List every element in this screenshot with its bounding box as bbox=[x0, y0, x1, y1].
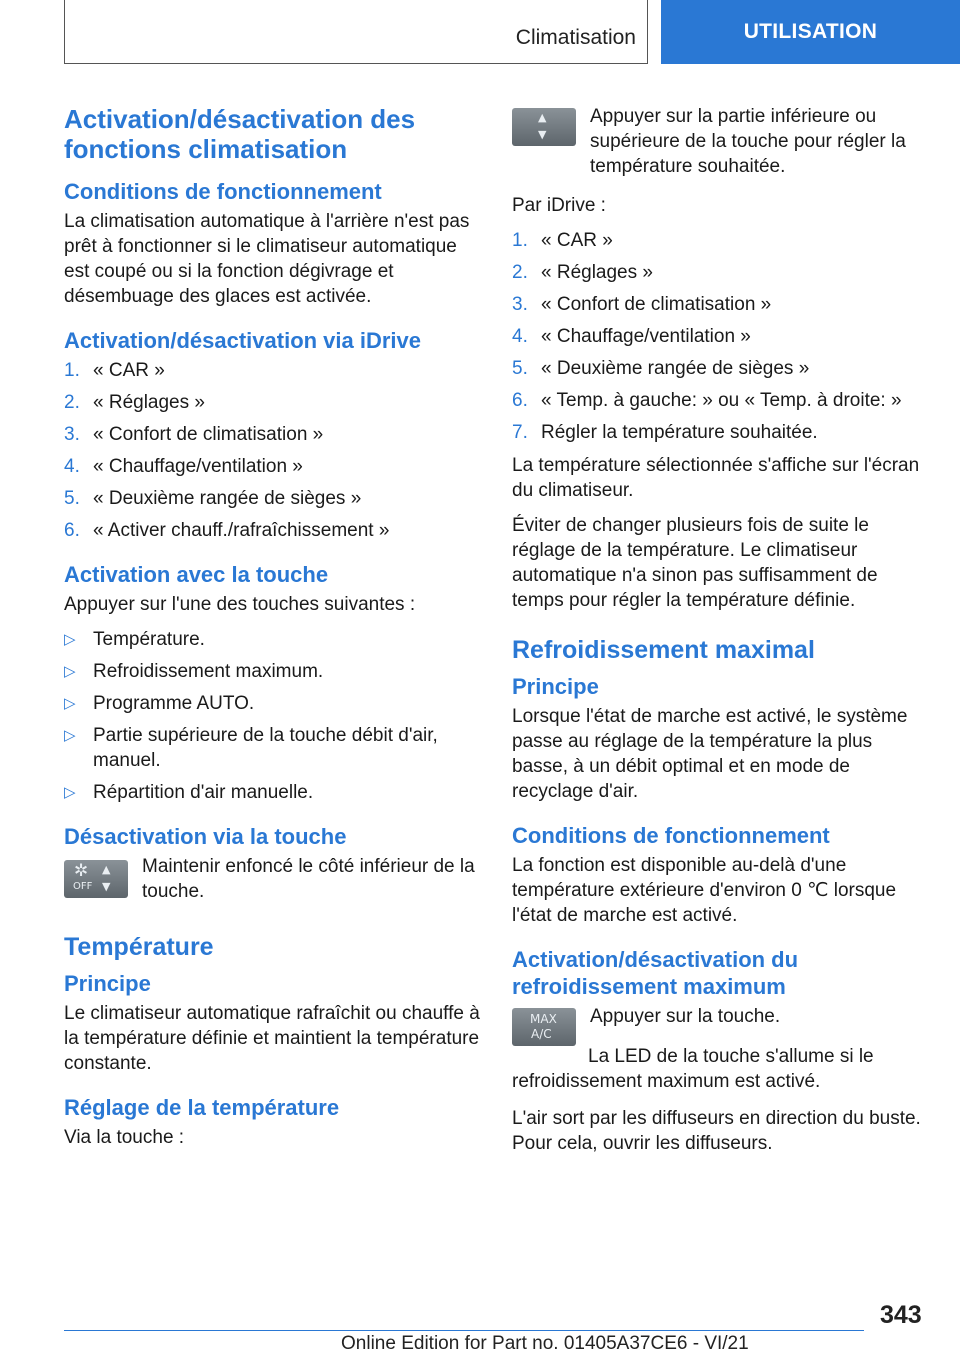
maxac-key-row bbox=[512, 1004, 928, 1046]
idrive-intro: Par iDrive : bbox=[512, 195, 606, 216]
deactivation-heading: Désactivation via la touche bbox=[64, 824, 347, 849]
touch-intro: Appuyer sur l'une des touches suivantes : bbox=[64, 594, 416, 615]
max-cooling-heading: Refroidissement maximal bbox=[512, 636, 815, 664]
triangle-bullet-icon: ▷ bbox=[64, 695, 76, 712]
max-ac-icon: MAX A/C bbox=[512, 1008, 576, 1046]
principle-heading-right: Principe bbox=[512, 674, 599, 699]
list-item: 3. « Confort de climatisation » bbox=[64, 424, 324, 445]
touch-heading: Activation avec la touche bbox=[64, 562, 329, 587]
triangle-bullet-icon: ▷ bbox=[64, 663, 76, 680]
principle-text: Le climatiseur automatique rafraîchit ou chauffe à la température définie et maintient la température constante. bbox=[64, 1003, 480, 1074]
list-item: 7. Régler la température souhaitée. bbox=[512, 422, 818, 443]
touch-items bbox=[64, 627, 480, 805]
temperature-heading: Température bbox=[64, 933, 214, 961]
air-note: L'air sort par les diffuseurs en direction du buste. Pour cela, ouvrir les diffuseurs. bbox=[512, 1108, 921, 1154]
footer-rule bbox=[64, 1330, 864, 1331]
fan-off-icon: ✲ OFF ▲ ▼ bbox=[64, 860, 128, 898]
idrive-heading: Activation/désactivation via iDrive bbox=[64, 328, 422, 353]
fan-key-row bbox=[64, 854, 480, 910]
maxac-text-1: Appuyer sur la touche. bbox=[590, 1006, 781, 1027]
idrive-steps bbox=[64, 358, 480, 543]
header-section-title: Climatisation bbox=[515, 26, 636, 49]
up-down-arrows-icon: ▲ ▼ bbox=[512, 108, 576, 146]
conditions-heading-right: Conditions de fonctionnement bbox=[512, 823, 830, 848]
conditions-text: La climatisation automatique à l'arrière n'est pas prêt à fonctionner si le climatiseur automatique est coupé ou si la fonction dégivrage et désembuage des glaces est activée. bbox=[64, 211, 470, 307]
list-item: 4. « Chauffage/ventilation » bbox=[64, 456, 303, 477]
list-item: 1. « CAR » bbox=[512, 230, 613, 251]
conditions-heading: Conditions de fonctionnement bbox=[64, 179, 382, 204]
list-item: ▷ Partie supérieure de la touche débit d'air, manuel. bbox=[64, 725, 438, 771]
right-column bbox=[512, 104, 928, 1166]
list-item: ▷ Programme AUTO. bbox=[64, 693, 255, 714]
temp-steps bbox=[512, 228, 928, 445]
maxac-heading: Activation/désactivation du refroidissement maximum bbox=[512, 947, 799, 999]
display-note: La température sélectionnée s'affiche sur l'écran du climatiseur. bbox=[512, 455, 920, 501]
list-item: ▷ Refroidissement maximum. bbox=[64, 661, 324, 682]
header-tab[interactable]: UTILISATION bbox=[661, 0, 960, 64]
list-item: ▷ Répartition d'air manuelle. bbox=[64, 782, 314, 803]
list-item: ▷ Température. bbox=[64, 629, 205, 650]
setting-heading: Réglage de la température bbox=[64, 1095, 340, 1120]
list-item: 3. « Confort de climatisation » bbox=[512, 294, 772, 315]
maxac-text-2: La LED de la touche s'allume si le refroidissement maximum est activé. bbox=[512, 1046, 874, 1092]
list-item: 2. « Réglages » bbox=[64, 392, 205, 413]
list-item: 4. « Chauffage/ventilation » bbox=[512, 326, 751, 347]
change-note: Éviter de changer plusieurs fois de suite le réglage de la température. Le climatiseur automatique n'a sinon pas suffisamment de temps pour régler la température définie. bbox=[512, 515, 878, 611]
page-title: Activation/désactivation des fonctions climatisation bbox=[64, 104, 416, 164]
list-item: 5. « Deuxième rangée de sièges » bbox=[64, 488, 362, 509]
list-item: 1. « CAR » bbox=[64, 360, 165, 381]
principle-text-right: Lorsque l'état de marche est activé, le système passe au réglage de la température la plus basse, à un débit optimal et en mode de recyclage d'air. bbox=[512, 706, 908, 802]
arrow-key-text: Appuyer sur la partie inférieure ou supérieure de la touche pour régler la température souhaitée. bbox=[590, 106, 906, 177]
list-item: 6. « Temp. à gauche: » ou « Temp. à droite: » bbox=[512, 390, 902, 411]
list-item: 2. « Réglages » bbox=[512, 262, 653, 283]
list-item: 6. « Activer chauff./rafraîchissement » bbox=[64, 520, 390, 541]
footer-edition: Online Edition for Part no. 01405A37CE6 - VI/21 bbox=[341, 1333, 749, 1354]
left-column bbox=[64, 104, 480, 1160]
arrow-key-row bbox=[512, 104, 928, 185]
deactivation-text: Maintenir enfoncé le côté inférieur de la touche. bbox=[142, 856, 475, 902]
setting-text: Via la touche : bbox=[64, 1127, 185, 1148]
list-item: 5. « Deuxième rangée de sièges » bbox=[512, 358, 810, 379]
principle-heading: Principe bbox=[64, 971, 151, 996]
page-number: 343 bbox=[880, 1301, 922, 1329]
triangle-bullet-icon: ▷ bbox=[64, 784, 76, 801]
conditions-text-right: La fonction est disponible au-delà d'une température extérieure d'environ 0 ℃ lorsque l'état de marche est activé. bbox=[512, 855, 897, 926]
triangle-bullet-icon: ▷ bbox=[64, 631, 76, 648]
triangle-bullet-icon: ▷ bbox=[64, 727, 76, 744]
